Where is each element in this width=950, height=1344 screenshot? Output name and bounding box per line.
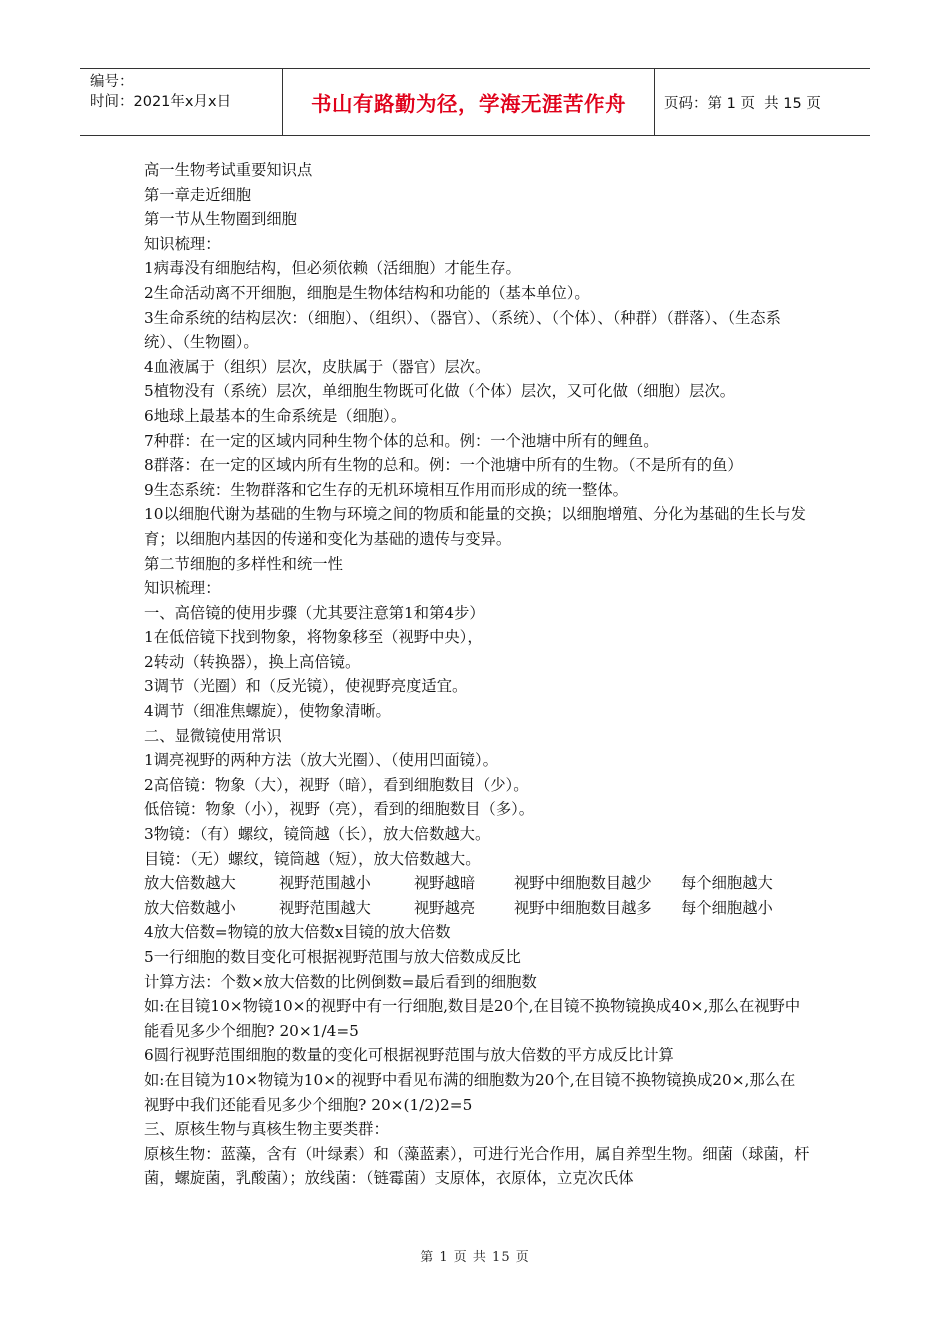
- table-cell: 放大倍数越小: [144, 898, 236, 917]
- table-row: [144, 896, 810, 921]
- paragraph: 4调节（细准焦螺旋），使物象清晰。: [144, 702, 391, 721]
- header-motto: 书山有路勤为径，学海无涯苦作舟: [311, 92, 626, 116]
- paragraph: 1病毒没有细胞结构，但必须依赖（活细胞）才能生存。: [144, 259, 521, 278]
- page-header: [80, 68, 870, 136]
- table-cell: 视野中细胞数目越多: [514, 898, 652, 917]
- table-cell: 视野越亮: [414, 898, 476, 917]
- paragraph: 1在低倍镜下找到物象，将物象移至（视野中央），: [144, 628, 483, 647]
- table-row: [144, 871, 810, 896]
- paragraph: 如:在目镜为10×物镜为10×的视野中看见布满的细胞数为20个,在目镜不换物镜换成20×,那么在视野中我们还能看见多少个细胞? 20×(1/2)2=5: [144, 1070, 796, 1114]
- paragraph: 低倍镜：物象（小），视野（亮），看到的细胞数目（多）。: [144, 800, 535, 819]
- table-cell: 放大倍数越大: [144, 874, 236, 893]
- subheading: 知识梳理：: [144, 234, 221, 253]
- section-heading: 第二节细胞的多样性和统一性: [144, 554, 343, 573]
- paragraph: 3调节（光圈）和（反光镜），使视野亮度适宜。: [144, 677, 468, 696]
- table-cell: 视野范围越大: [279, 898, 371, 917]
- table-cell: 视野范围越小: [279, 874, 371, 893]
- header-divider-2: [654, 69, 655, 135]
- paragraph: 6圆行视野范围细胞的数量的变化可根据视野范围与放大倍数的平方成反比计算: [144, 1046, 674, 1065]
- paragraph: 原核生物：蓝藻，含有（叶绿素）和（藻蓝素），可进行光合作用，属自养型生物。细菌（球菌，杆菌，螺旋菌，乳酸菌）；放线菌：（链霉菌）支原体，衣原体，立克次氏体: [144, 1144, 810, 1188]
- paragraph: 3物镜：（有）螺纹，镜筒越（长），放大倍数越大。: [144, 825, 491, 844]
- paragraph: 5植物没有（系统）层次，单细胞生物既可化做（个体）层次，又可化做（细胞）层次。: [144, 382, 736, 401]
- header-meta: [90, 72, 280, 112]
- paragraph: 计算方法：个数×放大倍数的比例倒数=最后看到的细胞数: [144, 972, 537, 991]
- paragraph: 10以细胞代谢为基础的生物与环境之间的物质和能量的交换；以细胞增殖、分化为基础的生长与发育；以细胞内基因的传递和变化为基础的遗传与变异。: [144, 505, 806, 548]
- document-body: [144, 158, 810, 1191]
- doc-title: 高一生物考试重要知识点: [144, 161, 313, 179]
- table-cell: 视野中细胞数目越少: [514, 874, 652, 893]
- list-heading: 一、高倍镜的使用步骤（尤其要注意第1和第4步）: [144, 603, 485, 622]
- paragraph: 2生命活动离不开细胞，细胞是生物体结构和功能的（基本单位）。: [144, 283, 590, 302]
- page-footer: 第 1 页 共 15 页: [420, 1250, 530, 1265]
- paragraph: 如:在目镜10×物镜10×的视野中有一行细胞,数目是20个,在目镜不换物镜换成40×,那么在视野中能看见多少个细胞? 20×1/4=5: [144, 997, 801, 1040]
- paragraph: 2高倍镜：物象（大），视野（暗），看到细胞数目（少）。: [144, 775, 529, 794]
- paragraph: 6地球上最基本的生命系统是（细胞）。: [144, 406, 407, 425]
- list-heading: 三、原核生物与真核生物主要类群：: [144, 1120, 389, 1139]
- number-label: 编号：: [90, 74, 134, 90]
- header-page-info: 页码：第 1 页 共 15 页: [664, 95, 821, 112]
- paragraph: 4血液属于（组织）层次，皮肤属于（器官）层次。: [144, 357, 491, 376]
- paragraph: 8群落：在一定的区域内所有生物的总和。例：一个池塘中所有的生物。（不是所有的鱼）: [144, 456, 743, 475]
- paragraph: 1调亮视野的两种方法（放大光圈）、（使用凹面镜）。: [144, 751, 498, 770]
- chapter-heading: 第一章走近细胞: [144, 185, 252, 204]
- paragraph: 3生命系统的结构层次：（细胞）、（组织）、（器官）、（系统）、（个体）、（种群）（群落）、（生态系统）、（生物圈）。: [144, 308, 781, 352]
- table-cell: 视野越暗: [414, 874, 476, 893]
- table-cell: 每个细胞越小: [681, 898, 773, 917]
- subheading: 知识梳理：: [144, 579, 221, 598]
- paragraph: 5一行细胞的数目变化可根据视野范围与放大倍数成反比: [144, 948, 521, 966]
- table-cell: 每个细胞越大: [681, 874, 773, 893]
- paragraph: 9生态系统：生物群落和它生存的无机环境相互作用而形成的统一整体。: [144, 480, 628, 499]
- date-line: 时间：2021年x月x日: [90, 94, 232, 110]
- section-heading: 第一节从生物圈到细胞: [144, 210, 297, 229]
- paragraph: 目镜：（无）螺纹，镜筒越（短），放大倍数越大。: [144, 849, 481, 868]
- paragraph: 4放大倍数=物镜的放大倍数x目镜的放大倍数: [144, 923, 451, 942]
- list-heading: 二、显微镜使用常识: [144, 726, 282, 745]
- paragraph: 7种群：在一定的区域内同种生物个体的总和。例：一个池塘中所有的鲤鱼。: [144, 431, 659, 450]
- paragraph: 2转动（转换器），换上高倍镜。: [144, 652, 361, 671]
